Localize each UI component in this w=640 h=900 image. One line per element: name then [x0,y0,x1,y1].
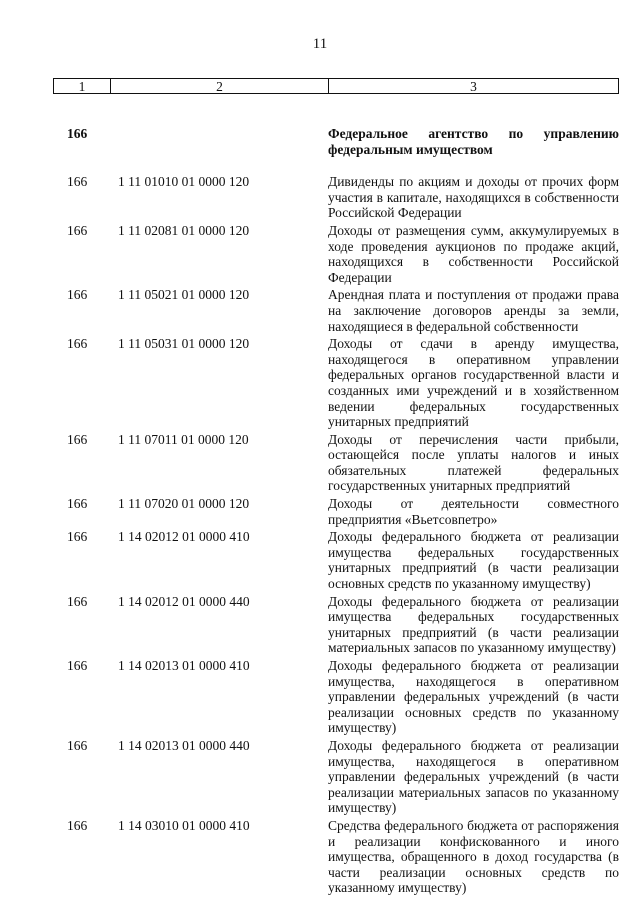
table-row [53,818,619,896]
revenue-description: Доходы федерального бюджета от реализации имущества, находящегося в оперативном управлении федеральных учреждений (в части реализации основных средств по указанному имуществу) [328,658,619,736]
table-row [53,529,619,591]
revenue-description: Средства федерального бюджета от распоряжения и реализации конфискованного и иного имущества, обращенного в доход государства (в части реализации основных средств по указанному имуществу) [328,817,619,896]
agency-code: 166 [67,126,88,141]
admin-code: 166 [67,431,88,447]
table-row [53,658,619,736]
revenue-description: Дивиденды по акциям и доходы от прочих форм участия в капитале, находящихся в собственности Российской Федерации [328,174,619,221]
table-header-col-1: 1 [54,79,111,93]
revenue-description: Доходы от деятельности совместного предприятия «Вьетсовпетро» [328,496,619,527]
budget-code: 1 14 02013 01 0000 440 [118,737,250,753]
admin-code: 166 [67,287,88,303]
budget-code: 1 14 03010 01 0000 410 [118,817,250,833]
agency-kbk-empty [110,126,328,157]
admin-code: 166 [67,529,88,545]
revenue-description: Доходы федерального бюджета от реализации имущества, находящегося в оперативном управлении федеральных учреждений (в части реализации материальных запасов по указанному имуществу) [328,737,619,816]
admin-code: 166 [67,658,88,673]
table-row [53,496,619,527]
table-header-col-3: 3 [470,79,477,94]
admin-code: 166 [67,336,88,352]
budget-code: 1 11 07020 01 0000 120 [118,496,250,512]
revenue-description: Доходы федерального бюджета от реализации имущества федеральных государственных унитарных предприятий (в части реализации материальных запасов по указанному имуществу) [328,593,619,656]
table-row [53,594,619,656]
admin-code: 166 [67,737,88,753]
admin-code: 166 [67,222,88,238]
revenue-description: Арендная плата и поступления от продажи права на заключение договоров аренды за земли, находящиеся в федеральной собственности [328,287,619,334]
admin-code: 166 [67,817,88,833]
table-row [53,223,619,285]
admin-code: 166 [67,593,88,609]
budget-code: 1 14 02012 01 0000 410 [118,529,250,545]
page-number: 11 [312,36,328,52]
agency-row [53,126,619,157]
table-row [53,432,619,494]
admin-code: 166 [67,174,88,190]
budget-code: 1 11 05021 01 0000 120 [118,287,250,303]
table-body [53,126,619,896]
table-row [53,336,619,430]
table-row [53,174,619,221]
budget-code: 1 11 02081 01 0000 120 [118,222,250,238]
budget-code: 1 14 02012 01 0000 440 [118,593,250,609]
budget-code: 1 14 02013 01 0000 410 [118,658,250,673]
table-row [53,738,619,816]
admin-code: 166 [67,496,88,512]
table-row [53,287,619,334]
revenue-description: Доходы федерального бюджета от реализации имущества федеральных государственных унитарных предприятий (в части реализации основных средств по указанному имуществу) [328,529,619,592]
revenue-description: Доходы от сдачи в аренду имущества, находящегося в оперативном управлении федеральных органов государственной власти и созданных ими учреждений и в хозяйственном ведении федеральных государственных унитарных предприятий [328,336,619,430]
table-header-col-2: 2 [111,79,329,93]
agency-name: Федеральное агентство по управлению федеральным имуществом [328,126,619,157]
revenue-description: Доходы от перечисления части прибыли, остающейся после уплаты налогов и иных обязательных платежей федеральных государственных унитарных предприятий [328,431,619,494]
budget-code: 1 11 05031 01 0000 120 [118,336,250,352]
budget-code: 1 11 01010 01 0000 120 [118,174,250,190]
table-header [53,78,619,94]
revenue-description: Доходы от размещения сумм, аккумулируемых в ходе проведения аукционов по продаже акций, находящихся в собственности Российской Федерации [328,222,619,285]
budget-code: 1 11 07011 01 0000 120 [118,431,249,447]
